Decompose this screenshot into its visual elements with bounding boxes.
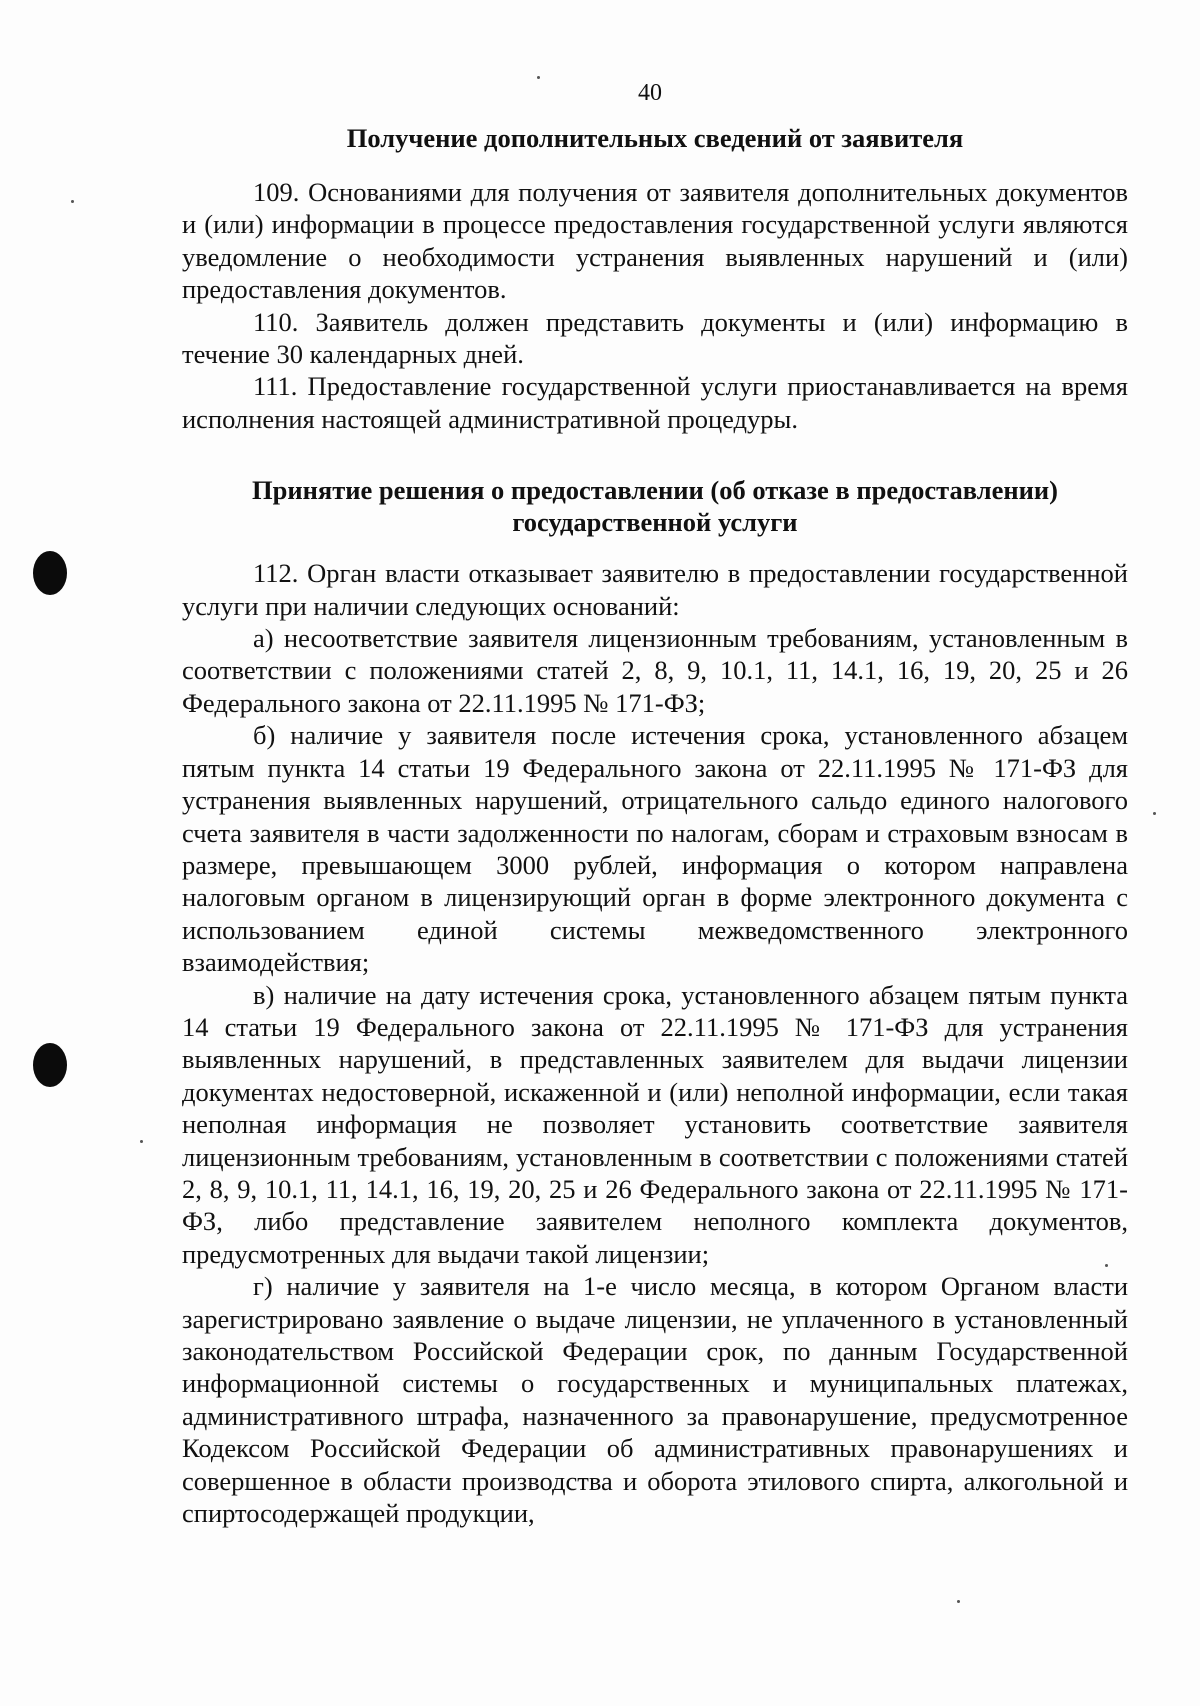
- scan-speck: [957, 1600, 960, 1603]
- scan-speck: [140, 1140, 143, 1143]
- page-number: 40: [638, 80, 662, 106]
- document-body: [182, 122, 1128, 1529]
- paragraph: 112. Орган власти отказывает заявителю в предоставлении государственной услуги при наличии следующих оснований:: [182, 558, 1128, 621]
- section-heading: Получение дополнительных сведений от заявителя: [346, 123, 964, 153]
- list-item: б) наличие у заявителя после истечения срока, установленного абзацем пятым пункта 14 статьи 19 Федерального закона от 22.11.1995 № 171-ФЗ для устранения выявленных нарушений, отрицательного сальдо единого налогового счета заявителя в части задолженности по налогам, сборам и страховым взносам в размере, превышающем 3000 рублей, информация о котором направлена налоговым органом в лицензирующий орган в форме электронного документа с использованием единой системы межведомственного электронного взаимодействия;: [182, 720, 1128, 978]
- scan-speck: [1153, 812, 1156, 815]
- punch-hole-mark: [33, 551, 67, 595]
- paragraph: 109. Основаниями для получения от заявителя дополнительных документов и (или) информации в процессе предоставления государственной услуги являются уведомление о необходимости устранения выявленных нарушений и (или) предоставления документов.: [182, 177, 1128, 305]
- scan-speck: [71, 200, 74, 203]
- section-heading: Принятие решения о предоставлении (об отказе в предоставлении) государственной услуги: [252, 475, 1058, 538]
- list-item: а) несоответствие заявителя лицензионным требованиям, установленным в соответствии с положениями статей 2, 8, 9, 10.1, 11, 14.1, 16, 19, 20, 25 и 26 Федерального закона от 22.11.1995 № 171-ФЗ;: [182, 623, 1128, 718]
- paragraph: 110. Заявитель должен представить документы и (или) информацию в течение 30 календарных дней.: [182, 306, 1128, 370]
- list-item: г) наличие у заявителя на 1-е число месяца, в котором Органом власти зарегистрировано заявление о выдаче лицензии, не уплаченного в установленный законодательством Российской Федерации срок, по данным Государственной информационной системы о государственных и муниципальных платежах, административного штрафа, назначенного за правонарушение, предусмотренное Кодексом Российской Федерации об административных правонарушениях и совершенное в области производства и оборота этилового спирта, алкогольной и спиртосодержащей продукции,: [182, 1271, 1128, 1529]
- paragraph: 111. Предоставление государственной услуги приостанавливается на время исполнения настоящей административной процедуры.: [182, 371, 1128, 434]
- list-item: в) наличие на дату истечения срока, установленного абзацем пятым пункта 14 статьи 19 Федерального закона от 22.11.1995 № 171-ФЗ для устранения выявленных нарушений, в представленных заявителем для выдачи лицензии документах недостоверной, искаженной и (или) неполной информации, если такая неполная информация не позволяет установить соответствие заявителя лицензионным требованиям, установленным в соответствии с положениями статей 2, 8, 9, 10.1, 11, 14.1, 16, 19, 20, 25 и 26 Федерального закона от 22.11.1995 № 171-ФЗ, либо представление заявителем неполного комплекта документов, предусмотренных для выдачи такой лицензии;: [182, 979, 1128, 1269]
- punch-hole-mark: [33, 1043, 67, 1087]
